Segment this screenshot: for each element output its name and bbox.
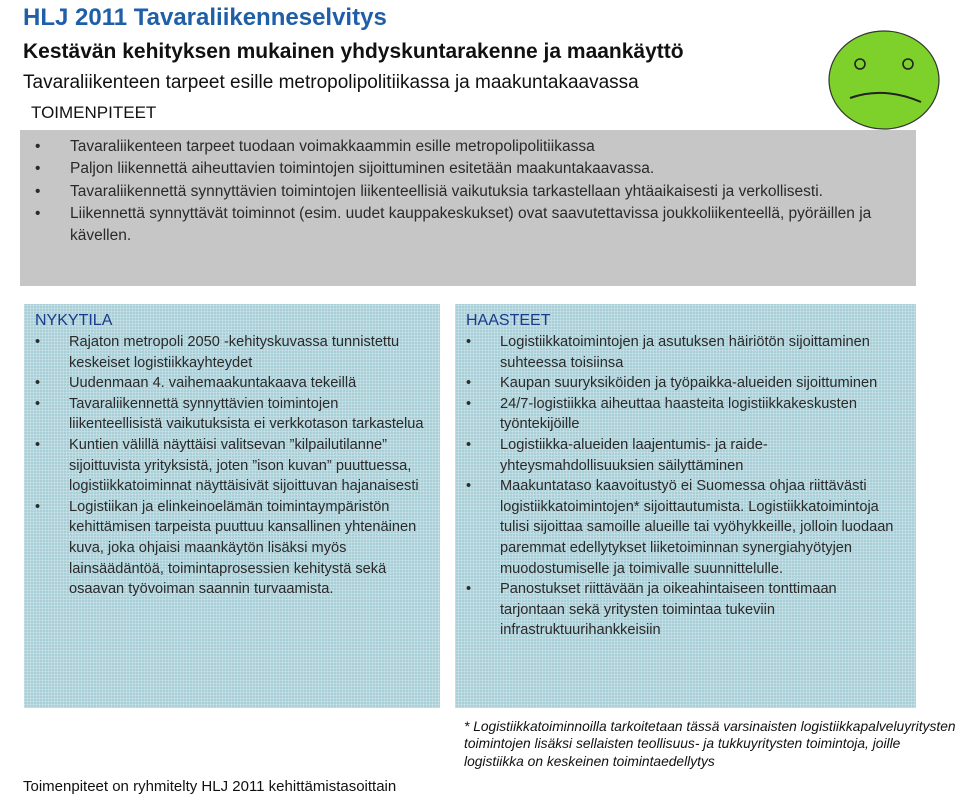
bullet-icon: • [35, 436, 41, 453]
haasteet-panel [455, 304, 916, 708]
page-subtitle: Kestävän kehityksen mukainen yhdyskuntarakenne ja maankäyttö [23, 40, 684, 63]
list-item-text: Logistiikan ja elinkeinoelämän toimintaympäristön kehittämisen tarpeista puuttuu kansallinen yhtenäinen kuva, joka ohjaisi maankäytön lisäksi myös lainsäädäntöä, toimintaprosessien kehitystä sekä osaavan työvoiman saannin turvaamista. [69, 498, 417, 598]
bullet-icon: • [466, 395, 472, 412]
bullet-icon: • [35, 498, 41, 515]
toimenpiteet-section [20, 100, 916, 286]
bullet-icon: • [466, 581, 472, 598]
list-item-text: Uudenmaan 4. vaihemaakuntakaava tekeillä [69, 375, 357, 392]
list-item-text: Maakuntataso kaavoitustyö ei Suomessa ohjaa riittävästi logistiikkatoimintojen* sijoittautumista. Logistiikkatoimintoja tulisi sijoittaa samoille alueille tai vyöhykkeille, jolloin luodaan paremmat edellytykset liiketoiminnan synergiahyötyjen muodostumiselle ja toimivalle suunnittelulle. [500, 478, 894, 577]
list-item-text: 24/7-logistiikka aiheuttaa haasteita logistiikkakeskusten työntekijöille [500, 395, 857, 433]
page-title: HLJ 2011 Tavaraliikenneselvitys [23, 4, 387, 31]
list-item [24, 435, 424, 497]
list-item-text: Panostukset riittävään ja oikeahintaiseen tonttimaan tarjontaan sekä yritysten toimintaa tukeviin infrastruktuurihankkeisiin [500, 581, 837, 639]
nykytila-panel [24, 304, 440, 708]
bullet-icon: • [35, 160, 41, 178]
nykytila-heading: NYKYTILA [35, 312, 113, 329]
list-item [20, 203, 900, 248]
haasteet-heading: HAASTEET [466, 312, 551, 329]
bullet-icon: • [35, 138, 41, 155]
haasteet-list [455, 332, 905, 641]
bullet-icon: • [466, 375, 472, 392]
footer-note: Toimenpiteet on ryhmitelty HLJ 2011 kehittämistasoittain [23, 778, 397, 795]
list-item [455, 476, 905, 579]
bullet-icon: • [35, 375, 41, 392]
list-item [20, 181, 900, 203]
bullet-icon: • [466, 478, 472, 495]
list-item [24, 394, 424, 435]
list-item-text: Liikennettä synnyttävät toiminnot (esim. uudet kauppakeskukset) ovat saavutettavissa joukkoliikenteellä, pyöräillen ja kävellen. [70, 204, 872, 245]
toimenpiteet-panel [20, 130, 916, 286]
footnote: * Logistiikkatoiminnoilla tarkoitetaan tässä varsinaisten logistiikkapalveluyritysten toimintojen lisäksi sellaisten teollisuus- ja tukkuyritysten toimintoja, joille logistiikka on keskeinen toimintaedellytys [464, 719, 956, 769]
nykytila-list [24, 332, 424, 600]
list-item [455, 579, 905, 641]
list-item-text: Kuntien välillä näyttäisi valitsevan ”kilpailutilanne” sijoittuvista yrityksistä, joten ”ison kuvan” puuttuessa, logistiikkatoiminnat näyttäisivät sijoittuvan hajanaisesti [69, 436, 419, 495]
list-item-text: Logistiikka-alueiden laajentumis- ja raide-yhteysmahdollisuuksien säilyttäminen [500, 436, 768, 474]
bullet-icon: • [466, 334, 472, 350]
toimenpiteet-heading: TOIMENPITEET [31, 103, 157, 122]
list-item [24, 332, 424, 373]
bullet-icon: • [35, 204, 41, 222]
list-item-text: Rajaton metropoli 2050 -kehityskuvassa tunnistettu keskeiset logistiikkayhteydet [69, 334, 400, 371]
list-item [20, 158, 900, 180]
bullet-icon: • [35, 395, 41, 412]
list-item-text: Tavaraliikennettä synnyttävien toimintojen liikenteellisiä vaikutuksia tarkastellaan yhtäaikaisesti ja verkollisesti. [70, 182, 823, 200]
bullet-icon: • [35, 182, 41, 200]
list-item-text: Paljon liikennettä aiheuttavien toimintojen sijoittuminen esitetään maakuntakaavassa. [70, 160, 655, 178]
list-item-text: Tavaraliikennettä synnyttävien toimintojen liikenteellisistä vaikutuksista ei verkkotason tarkastelua [69, 395, 424, 433]
list-item [20, 136, 900, 158]
list-item [455, 435, 905, 476]
list-item [455, 394, 905, 435]
bullet-icon: • [35, 334, 41, 350]
list-item [24, 497, 424, 600]
list-item-text: Tavaraliikenteen tarpeet tuodaan voimakkaammin esille metropolipolitiikassa [70, 138, 595, 155]
page-tagline: Tavaraliikenteen tarpeet esille metropolipolitiikassa ja maakuntakaavassa [23, 72, 639, 93]
list-item-text: Kaupan suuryksiköiden ja työpaikka-alueiden sijoittuminen [500, 375, 878, 392]
list-item [455, 373, 905, 394]
list-item-text: Logistiikkatoimintojen ja asutuksen häiriötön sijoittaminen suhteessa toisiinsa [500, 334, 870, 371]
toimenpiteet-list [20, 136, 900, 247]
list-item [455, 332, 905, 373]
list-item [24, 373, 424, 394]
bullet-icon: • [466, 436, 472, 453]
